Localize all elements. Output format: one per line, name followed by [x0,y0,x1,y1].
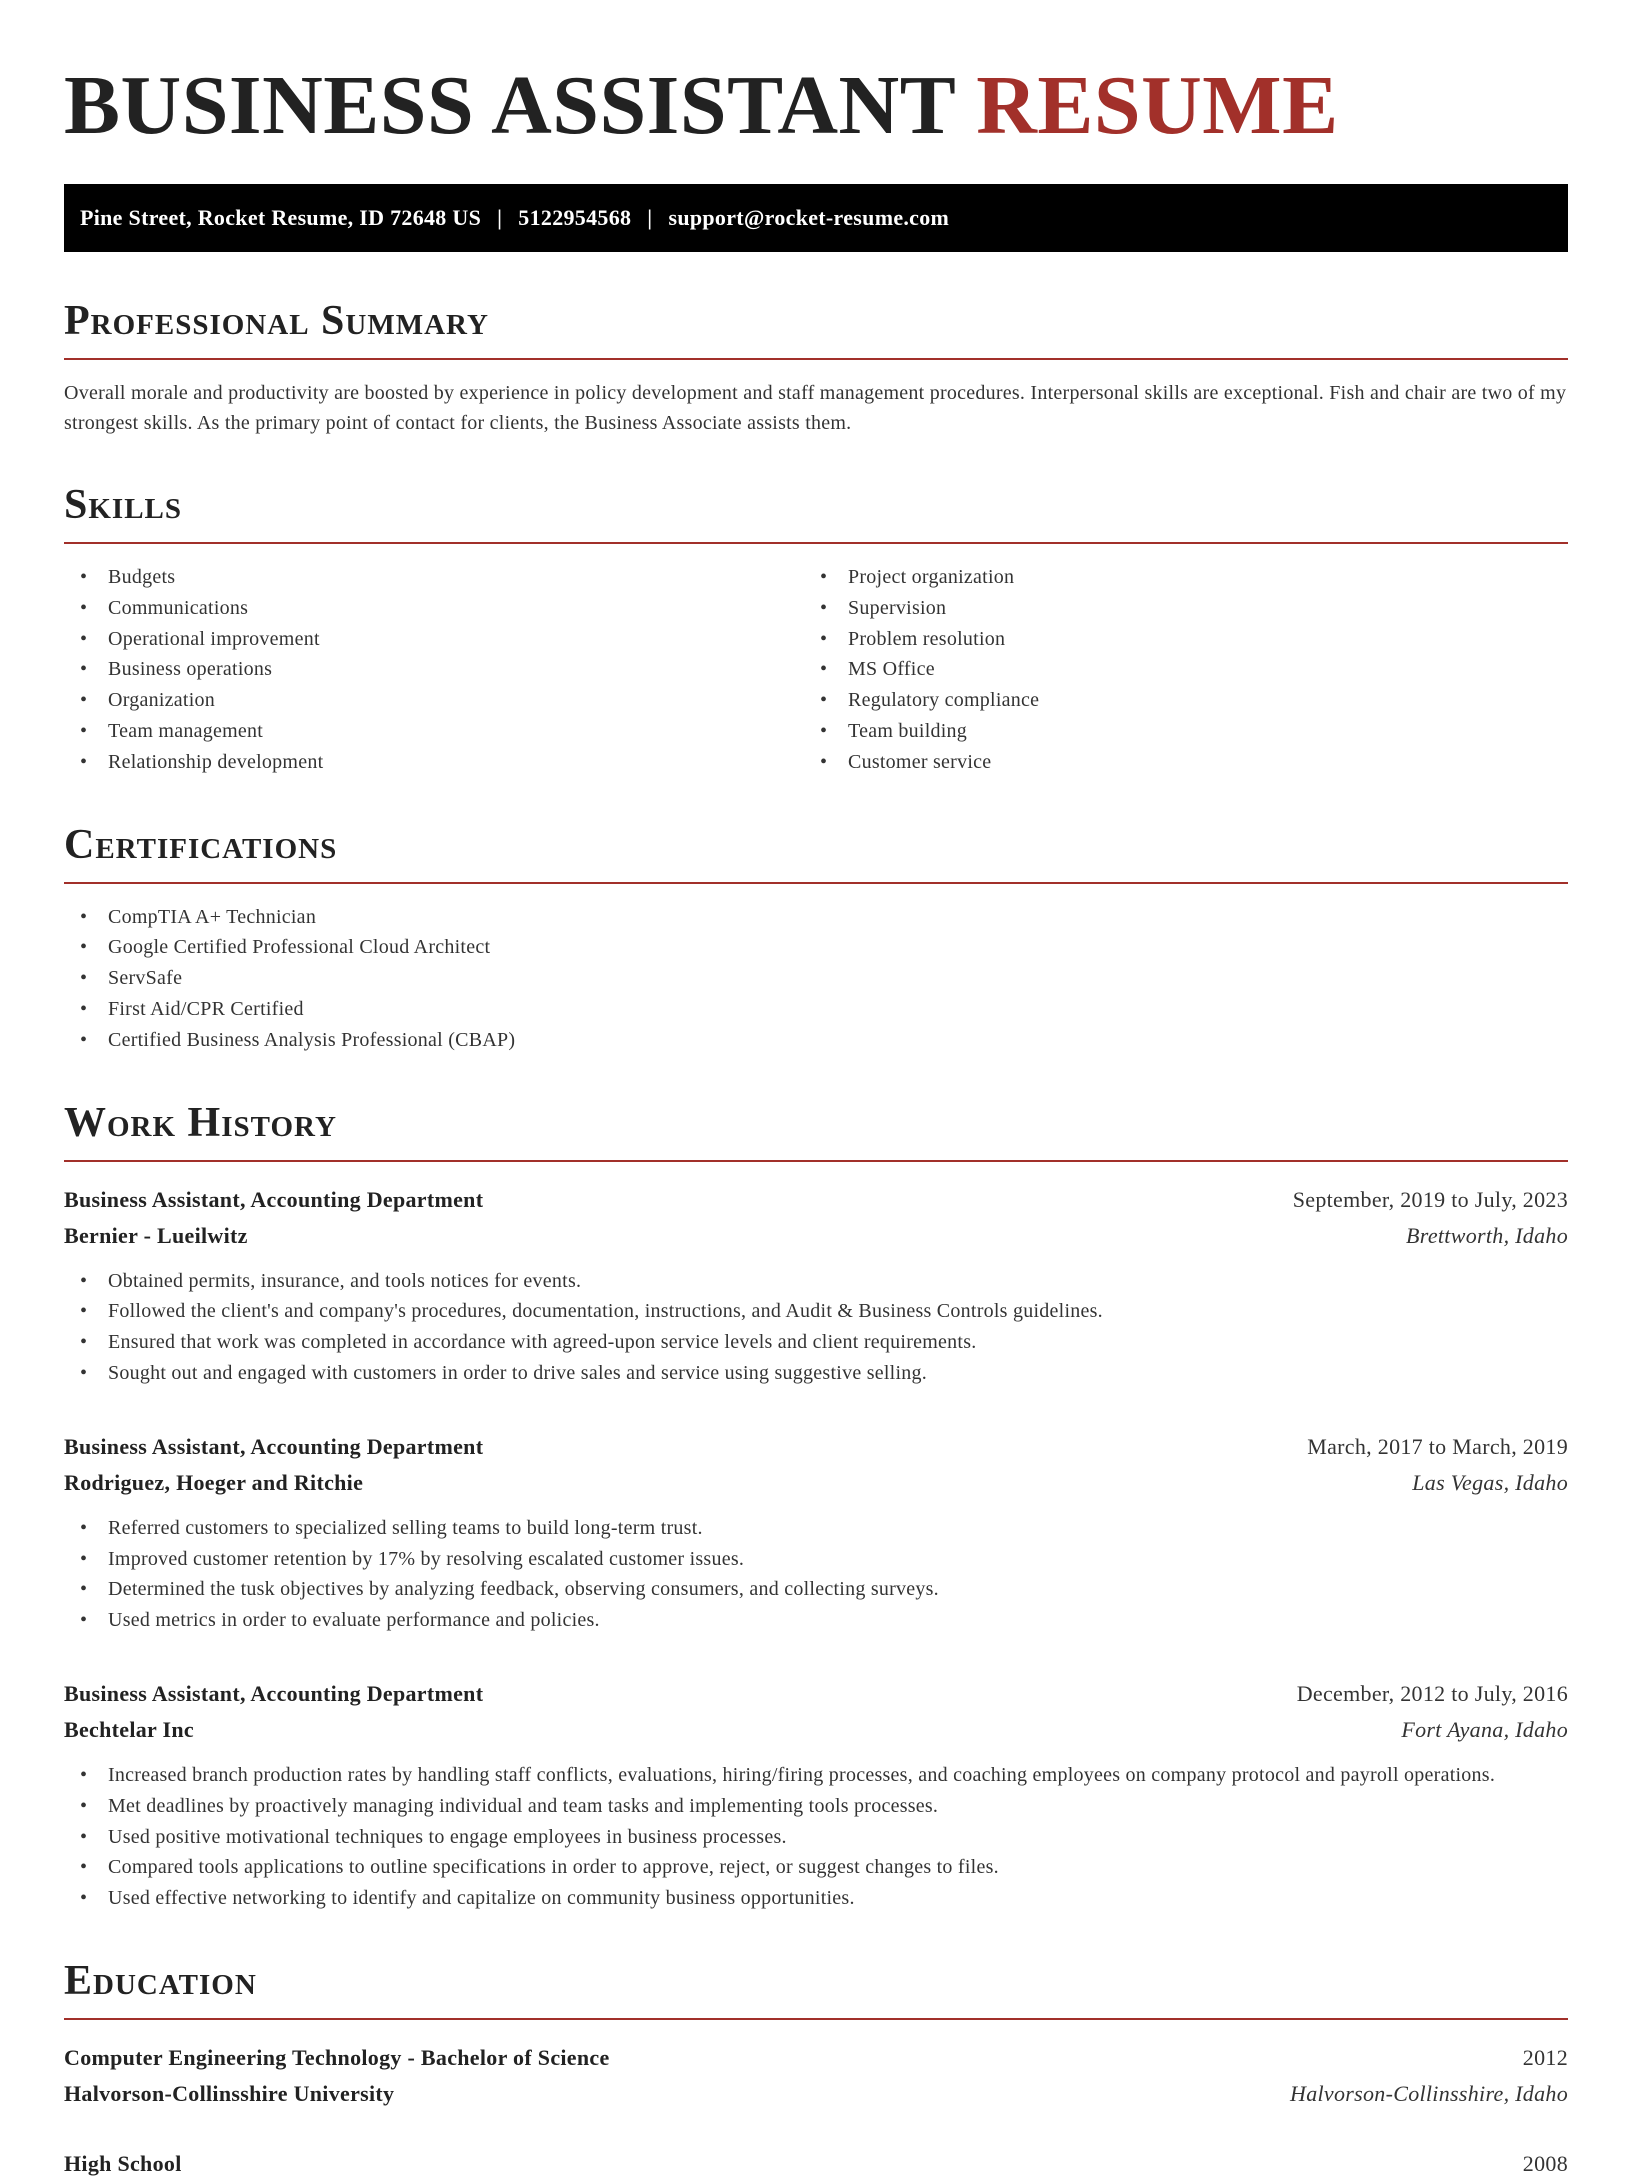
education-degree-row [64,2040,1568,2076]
work-history-heading: Work History [64,1102,1568,1162]
job-duty-item: • Referred customers to specialized selling teams to build long-term trust. [64,1513,1568,1544]
job-duty-item: • Used metrics in order to evaluate performance and policies. [64,1605,1568,1636]
job-company: Bechtelar Inc [64,1716,194,1742]
job-location: Las Vegas, Idaho [1412,1469,1568,1495]
education-year: 2012 [1522,2044,1568,2070]
contact-phone: 5122954568 [518,205,632,230]
job-duties [64,1760,1568,1914]
education-entry [64,2146,1568,2182]
certification-item: • CompTIA A+ Technician [64,902,1568,933]
skill-item: • Project organization [804,562,1568,593]
job-duty-item: • Met deadlines by proactively managing individual and team tasks and implementing tools processes. [64,1791,1568,1822]
skills-list-right [804,562,1568,778]
certification-item: • Google Certified Professional Cloud Architect [64,932,1568,963]
certifications-heading: Certifications [64,824,1568,884]
job-title: Business Assistant, Accounting Department [64,1680,484,1706]
job-company-row [64,1218,1568,1254]
certification-item: • ServSafe [64,963,1568,994]
job-duty-item: • Determined the tusk objectives by analyzing feedback, observing consumers, and collecting surveys. [64,1574,1568,1605]
job-duty-item: • Increased branch production rates by handling staff conflicts, evaluations, hiring/firing processes, and coaching employees on company protocol and payroll operations. [64,1760,1568,1791]
skill-item: • Budgets [64,562,804,593]
skill-item: • Regulatory compliance [804,685,1568,716]
education-degree: High School [64,2150,182,2176]
job-dates: September, 2019 to July, 2023 [1292,1186,1568,1212]
education-entry [64,2040,1568,2112]
education-degree: Computer Engineering Technology - Bachelor of Science [64,2044,610,2070]
job-entry [64,1676,1568,1914]
skill-item: • MS Office [804,654,1568,685]
job-dates: December, 2012 to July, 2016 [1296,1680,1568,1706]
job-duty-item: • Used positive motivational techniques to engage employees in business processes. [64,1822,1568,1853]
skills-columns [64,544,1568,778]
education-degree-row [64,2146,1568,2182]
job-duty-item: • Obtained permits, insurance, and tools notices for events. [64,1266,1568,1297]
job-title: Business Assistant, Accounting Department [64,1186,484,1212]
job-duty-item: • Followed the client's and company's procedures, documentation, instructions, and Audit & Business Controls guidelines. [64,1296,1568,1327]
job-duty-item: • Sought out and engaged with customers in order to drive sales and service using suggestive selling. [64,1358,1568,1389]
job-company: Bernier - Lueilwitz [64,1222,248,1248]
contact-address: Pine Street, Rocket Resume, ID 72648 US [80,205,482,230]
skill-item: • Supervision [804,593,1568,624]
skill-item: • Team building [804,716,1568,747]
contact-separator: | [497,205,503,230]
job-duty-item: • Improved customer retention by 17% by resolving escalated customer issues. [64,1544,1568,1575]
skill-item: • Problem resolution [804,624,1568,655]
summary-heading: Professional Summary [64,300,1568,360]
certification-item: • First Aid/CPR Certified [64,994,1568,1025]
skill-item: • Relationship development [64,747,804,778]
contact-separator: | [647,205,653,230]
skill-item: • Business operations [64,654,804,685]
job-header-row [64,1182,1568,1218]
job-dates: March, 2017 to March, 2019 [1307,1433,1568,1459]
job-duties [64,1513,1568,1636]
job-entry [64,1182,1568,1389]
skills-heading: Skills [64,484,1568,544]
summary-text: Overall morale and productivity are boosted by experience in policy development and staff management procedures. Interpersonal skills are exceptional. Fish and chair are two of my strongest skills. As the primary point of contact for clients, the Business Associate assists them. [64,382,1567,434]
skill-item: • Team management [64,716,804,747]
job-entry [64,1429,1568,1636]
job-header-row [64,1429,1568,1465]
education-location: Halvorson-Collinsshire, Idaho [1290,2080,1568,2106]
job-company: Rodriguez, Hoeger and Ritchie [64,1469,364,1495]
contact-email: support@rocket-resume.com [668,205,950,230]
skills-list-left [64,562,804,778]
job-location: Brettworth, Idaho [1406,1222,1568,1248]
job-duty-item: • Compared tools applications to outline specifications in order to approve, reject, or suggest changes to files. [64,1852,1568,1883]
job-title: Business Assistant, Accounting Department [64,1433,484,1459]
job-duties [64,1266,1568,1389]
certifications-list [64,902,1568,1056]
job-company-row [64,1465,1568,1501]
certification-item: • Certified Business Analysis Professional (CBAP) [64,1025,1568,1056]
job-header-row [64,1676,1568,1712]
resume-title [64,59,1568,152]
title-main: BUSINESS ASSISTANT [64,59,955,152]
job-duty-item: • Used effective networking to identify and capitalize on community business opportunities. [64,1883,1568,1914]
education-year: 2008 [1522,2150,1568,2176]
skill-item: • Communications [64,593,804,624]
education-heading: Education [64,1960,1568,2020]
job-location: Fort Ayana, Idaho [1401,1716,1568,1742]
education-school: Halvorson-Collinsshire University [64,2080,395,2106]
job-company-row [64,1712,1568,1748]
title-accent: RESUME [976,59,1339,152]
skill-item: • Organization [64,685,804,716]
skill-item: • Customer service [804,747,1568,778]
skill-item: • Operational improvement [64,624,804,655]
contact-bar [64,184,1568,252]
education-school-row [64,2076,1568,2112]
job-duty-item: • Ensured that work was completed in accordance with agreed-upon service levels and client requirements. [64,1327,1568,1358]
